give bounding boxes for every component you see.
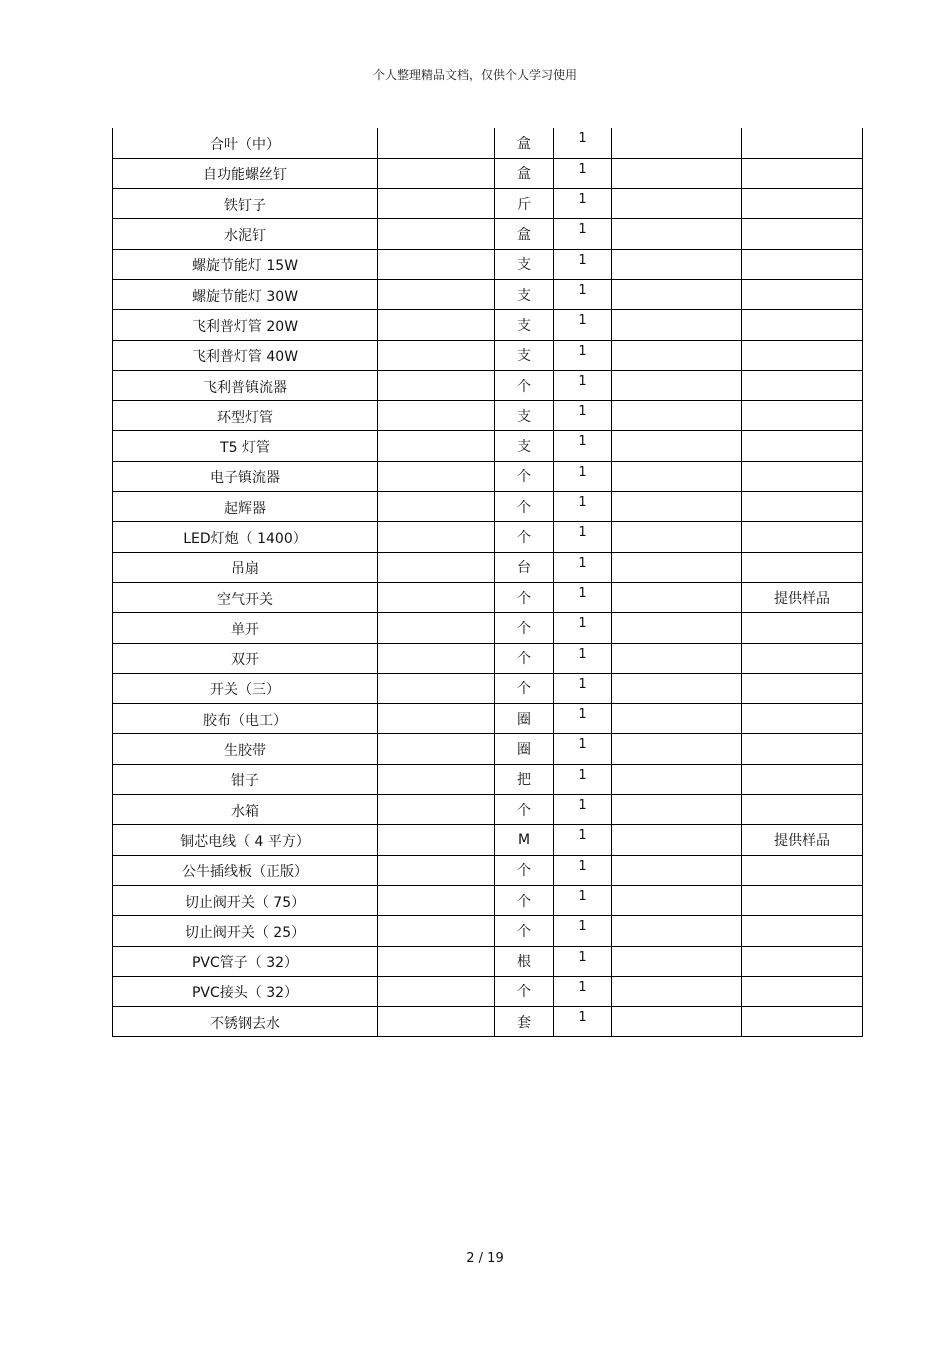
table-row — [113, 825, 863, 855]
item-price-cell — [612, 885, 742, 915]
item-quantity-cell: 1 — [554, 461, 612, 491]
item-unit-cell: 支 — [495, 310, 554, 340]
item-unit-cell: M — [495, 825, 554, 855]
item-note-cell — [742, 946, 863, 976]
item-name-cell: 螺旋节能灯 15W — [113, 249, 378, 279]
item-price-cell — [612, 189, 742, 219]
item-unit-cell: 个 — [495, 643, 554, 673]
item-name-cell: LED灯炮（ 1400） — [113, 522, 378, 552]
table-row — [113, 946, 863, 976]
item-price-cell — [612, 552, 742, 582]
item-spec-cell — [378, 189, 495, 219]
item-note-cell — [742, 1007, 863, 1037]
item-name-cell: 切止阀开关（ 75） — [113, 885, 378, 915]
page-number: 2 / 19 — [466, 1251, 504, 1266]
item-price-cell — [612, 370, 742, 400]
item-quantity-cell: 1 — [554, 249, 612, 279]
item-quantity-cell: 1 — [554, 340, 612, 370]
item-name-cell: 双开 — [113, 643, 378, 673]
item-spec-cell — [378, 492, 495, 522]
table-body — [113, 128, 863, 1037]
table-row — [113, 340, 863, 370]
table-row — [113, 279, 863, 309]
items-table — [112, 128, 863, 1037]
item-unit-cell: 个 — [495, 461, 554, 491]
item-unit-cell: 盒 — [495, 128, 554, 158]
item-unit-cell: 台 — [495, 552, 554, 582]
table-row — [113, 249, 863, 279]
item-note-cell — [742, 189, 863, 219]
item-note-cell: 提供样品 — [742, 825, 863, 855]
item-note-cell — [742, 431, 863, 461]
item-quantity-cell: 1 — [554, 128, 612, 158]
item-note-cell — [742, 885, 863, 915]
item-spec-cell — [378, 976, 495, 1006]
item-name-cell: PVC管子（ 32） — [113, 946, 378, 976]
item-spec-cell — [378, 370, 495, 400]
item-spec-cell — [378, 734, 495, 764]
item-note-cell — [742, 855, 863, 885]
item-spec-cell — [378, 431, 495, 461]
item-quantity-cell: 1 — [554, 916, 612, 946]
item-name-cell: 水泥钉 — [113, 219, 378, 249]
item-unit-cell: 个 — [495, 855, 554, 885]
item-spec-cell — [378, 219, 495, 249]
table-row — [113, 492, 863, 522]
item-quantity-cell: 1 — [554, 795, 612, 825]
item-quantity-cell: 1 — [554, 310, 612, 340]
table-row — [113, 795, 863, 825]
item-note-cell — [742, 249, 863, 279]
item-name-cell: 电子镇流器 — [113, 461, 378, 491]
item-price-cell — [612, 704, 742, 734]
item-note-cell — [742, 522, 863, 552]
item-unit-cell: 个 — [495, 885, 554, 915]
table-row — [113, 219, 863, 249]
item-note-cell — [742, 643, 863, 673]
item-price-cell — [612, 128, 742, 158]
item-spec-cell — [378, 158, 495, 188]
item-name-cell: 飞利普灯管 40W — [113, 340, 378, 370]
item-name-cell: 吊扇 — [113, 552, 378, 582]
item-quantity-cell: 1 — [554, 1007, 612, 1037]
item-name-cell: 铜芯电线（ 4 平方） — [113, 825, 378, 855]
item-unit-cell: 个 — [495, 492, 554, 522]
item-quantity-cell: 1 — [554, 219, 612, 249]
item-quantity-cell: 1 — [554, 401, 612, 431]
item-name-cell: 自功能螺丝钉 — [113, 158, 378, 188]
item-unit-cell: 个 — [495, 613, 554, 643]
item-quantity-cell: 1 — [554, 855, 612, 885]
item-quantity-cell: 1 — [554, 643, 612, 673]
table-row — [113, 673, 863, 703]
item-note-cell — [742, 613, 863, 643]
item-price-cell — [612, 431, 742, 461]
table-row — [113, 431, 863, 461]
item-price-cell — [612, 795, 742, 825]
item-unit-cell: 个 — [495, 522, 554, 552]
item-note-cell — [742, 673, 863, 703]
item-price-cell — [612, 976, 742, 1006]
item-spec-cell — [378, 643, 495, 673]
item-note-cell — [742, 310, 863, 340]
item-unit-cell: 套 — [495, 1007, 554, 1037]
item-spec-cell — [378, 855, 495, 885]
item-price-cell — [612, 673, 742, 703]
item-name-cell: 水箱 — [113, 795, 378, 825]
item-spec-cell — [378, 916, 495, 946]
table-row — [113, 461, 863, 491]
item-spec-cell — [378, 522, 495, 552]
item-name-cell: 开关（三） — [113, 673, 378, 703]
item-price-cell — [612, 158, 742, 188]
item-spec-cell — [378, 704, 495, 734]
item-price-cell — [612, 613, 742, 643]
item-name-cell: 飞利普镇流器 — [113, 370, 378, 400]
item-unit-cell: 盒 — [495, 219, 554, 249]
item-name-cell: 合叶（中） — [113, 128, 378, 158]
item-quantity-cell: 1 — [554, 704, 612, 734]
item-unit-cell: 个 — [495, 582, 554, 612]
item-note-cell — [742, 704, 863, 734]
item-note-cell — [742, 370, 863, 400]
item-price-cell — [612, 825, 742, 855]
item-price-cell — [612, 1007, 742, 1037]
item-name-cell: 生胶带 — [113, 734, 378, 764]
table-row — [113, 522, 863, 552]
item-spec-cell — [378, 1007, 495, 1037]
item-name-cell: 钳子 — [113, 764, 378, 794]
table-row — [113, 158, 863, 188]
item-spec-cell — [378, 885, 495, 915]
item-price-cell — [612, 249, 742, 279]
item-name-cell: 空气开关 — [113, 582, 378, 612]
item-quantity-cell: 1 — [554, 492, 612, 522]
item-price-cell — [612, 582, 742, 612]
item-price-cell — [612, 219, 742, 249]
item-note-cell — [742, 976, 863, 1006]
item-unit-cell: 个 — [495, 795, 554, 825]
item-note-cell — [742, 340, 863, 370]
item-note-cell — [742, 219, 863, 249]
item-spec-cell — [378, 461, 495, 491]
table-row — [113, 704, 863, 734]
item-unit-cell: 圈 — [495, 734, 554, 764]
item-spec-cell — [378, 249, 495, 279]
item-spec-cell — [378, 582, 495, 612]
item-price-cell — [612, 310, 742, 340]
item-unit-cell: 个 — [495, 916, 554, 946]
item-unit-cell: 支 — [495, 401, 554, 431]
item-name-cell: T5 灯管 — [113, 431, 378, 461]
item-name-cell: PVC接头（ 32） — [113, 976, 378, 1006]
item-name-cell: 铁钉子 — [113, 189, 378, 219]
table-row — [113, 401, 863, 431]
item-price-cell — [612, 522, 742, 552]
item-spec-cell — [378, 946, 495, 976]
item-quantity-cell: 1 — [554, 734, 612, 764]
item-name-cell: 切止阀开关（ 25） — [113, 916, 378, 946]
item-spec-cell — [378, 340, 495, 370]
item-quantity-cell: 1 — [554, 189, 612, 219]
item-price-cell — [612, 855, 742, 885]
item-price-cell — [612, 946, 742, 976]
item-unit-cell: 斤 — [495, 189, 554, 219]
table-row — [113, 885, 863, 915]
item-price-cell — [612, 401, 742, 431]
table-row — [113, 613, 863, 643]
item-unit-cell: 支 — [495, 279, 554, 309]
item-spec-cell — [378, 128, 495, 158]
table-row — [113, 370, 863, 400]
item-note-cell — [742, 401, 863, 431]
item-price-cell — [612, 643, 742, 673]
item-quantity-cell: 1 — [554, 522, 612, 552]
item-price-cell — [612, 764, 742, 794]
item-quantity-cell: 1 — [554, 673, 612, 703]
page-header: 个人整理精品文档，仅供个人学习使用 — [372, 68, 577, 82]
table-row — [113, 310, 863, 340]
table-row — [113, 855, 863, 885]
table-row — [113, 916, 863, 946]
item-name-cell: 螺旋节能灯 30W — [113, 279, 378, 309]
item-quantity-cell: 1 — [554, 946, 612, 976]
item-note-cell — [742, 552, 863, 582]
item-name-cell: 公牛插线板（正版） — [113, 855, 378, 885]
item-price-cell — [612, 340, 742, 370]
item-price-cell — [612, 916, 742, 946]
item-quantity-cell: 1 — [554, 825, 612, 855]
item-name-cell: 单开 — [113, 613, 378, 643]
item-unit-cell: 圈 — [495, 704, 554, 734]
item-quantity-cell: 1 — [554, 764, 612, 794]
item-price-cell — [612, 279, 742, 309]
table-row — [113, 582, 863, 612]
item-quantity-cell: 1 — [554, 976, 612, 1006]
item-quantity-cell: 1 — [554, 582, 612, 612]
item-unit-cell: 个 — [495, 673, 554, 703]
table-row — [113, 1007, 863, 1037]
item-spec-cell — [378, 795, 495, 825]
table-row — [113, 764, 863, 794]
item-note-cell — [742, 461, 863, 491]
item-unit-cell: 盒 — [495, 158, 554, 188]
item-price-cell — [612, 492, 742, 522]
item-quantity-cell: 1 — [554, 158, 612, 188]
item-spec-cell — [378, 310, 495, 340]
item-name-cell: 胶布（电工） — [113, 704, 378, 734]
table-row — [113, 128, 863, 158]
item-price-cell — [612, 461, 742, 491]
item-price-cell — [612, 734, 742, 764]
table-row — [113, 552, 863, 582]
table-row — [113, 734, 863, 764]
item-unit-cell: 根 — [495, 946, 554, 976]
item-name-cell: 起辉器 — [113, 492, 378, 522]
item-note-cell: 提供样品 — [742, 582, 863, 612]
item-unit-cell: 支 — [495, 431, 554, 461]
item-spec-cell — [378, 825, 495, 855]
item-note-cell — [742, 795, 863, 825]
item-note-cell — [742, 492, 863, 522]
item-unit-cell: 个 — [495, 370, 554, 400]
item-name-cell: 环型灯管 — [113, 401, 378, 431]
item-unit-cell: 支 — [495, 340, 554, 370]
item-quantity-cell: 1 — [554, 431, 612, 461]
item-name-cell: 飞利普灯管 20W — [113, 310, 378, 340]
item-quantity-cell: 1 — [554, 370, 612, 400]
item-note-cell — [742, 128, 863, 158]
item-spec-cell — [378, 401, 495, 431]
item-spec-cell — [378, 279, 495, 309]
item-quantity-cell: 1 — [554, 613, 612, 643]
table-row — [113, 189, 863, 219]
table-row — [113, 976, 863, 1006]
item-quantity-cell: 1 — [554, 885, 612, 915]
item-spec-cell — [378, 613, 495, 643]
item-spec-cell — [378, 673, 495, 703]
item-note-cell — [742, 734, 863, 764]
item-unit-cell: 个 — [495, 976, 554, 1006]
item-spec-cell — [378, 552, 495, 582]
item-note-cell — [742, 158, 863, 188]
item-note-cell — [742, 764, 863, 794]
item-quantity-cell: 1 — [554, 552, 612, 582]
item-note-cell — [742, 916, 863, 946]
item-name-cell: 不锈钢去水 — [113, 1007, 378, 1037]
item-unit-cell: 支 — [495, 249, 554, 279]
table-row — [113, 643, 863, 673]
item-quantity-cell: 1 — [554, 279, 612, 309]
item-unit-cell: 把 — [495, 764, 554, 794]
item-note-cell — [742, 279, 863, 309]
item-spec-cell — [378, 764, 495, 794]
